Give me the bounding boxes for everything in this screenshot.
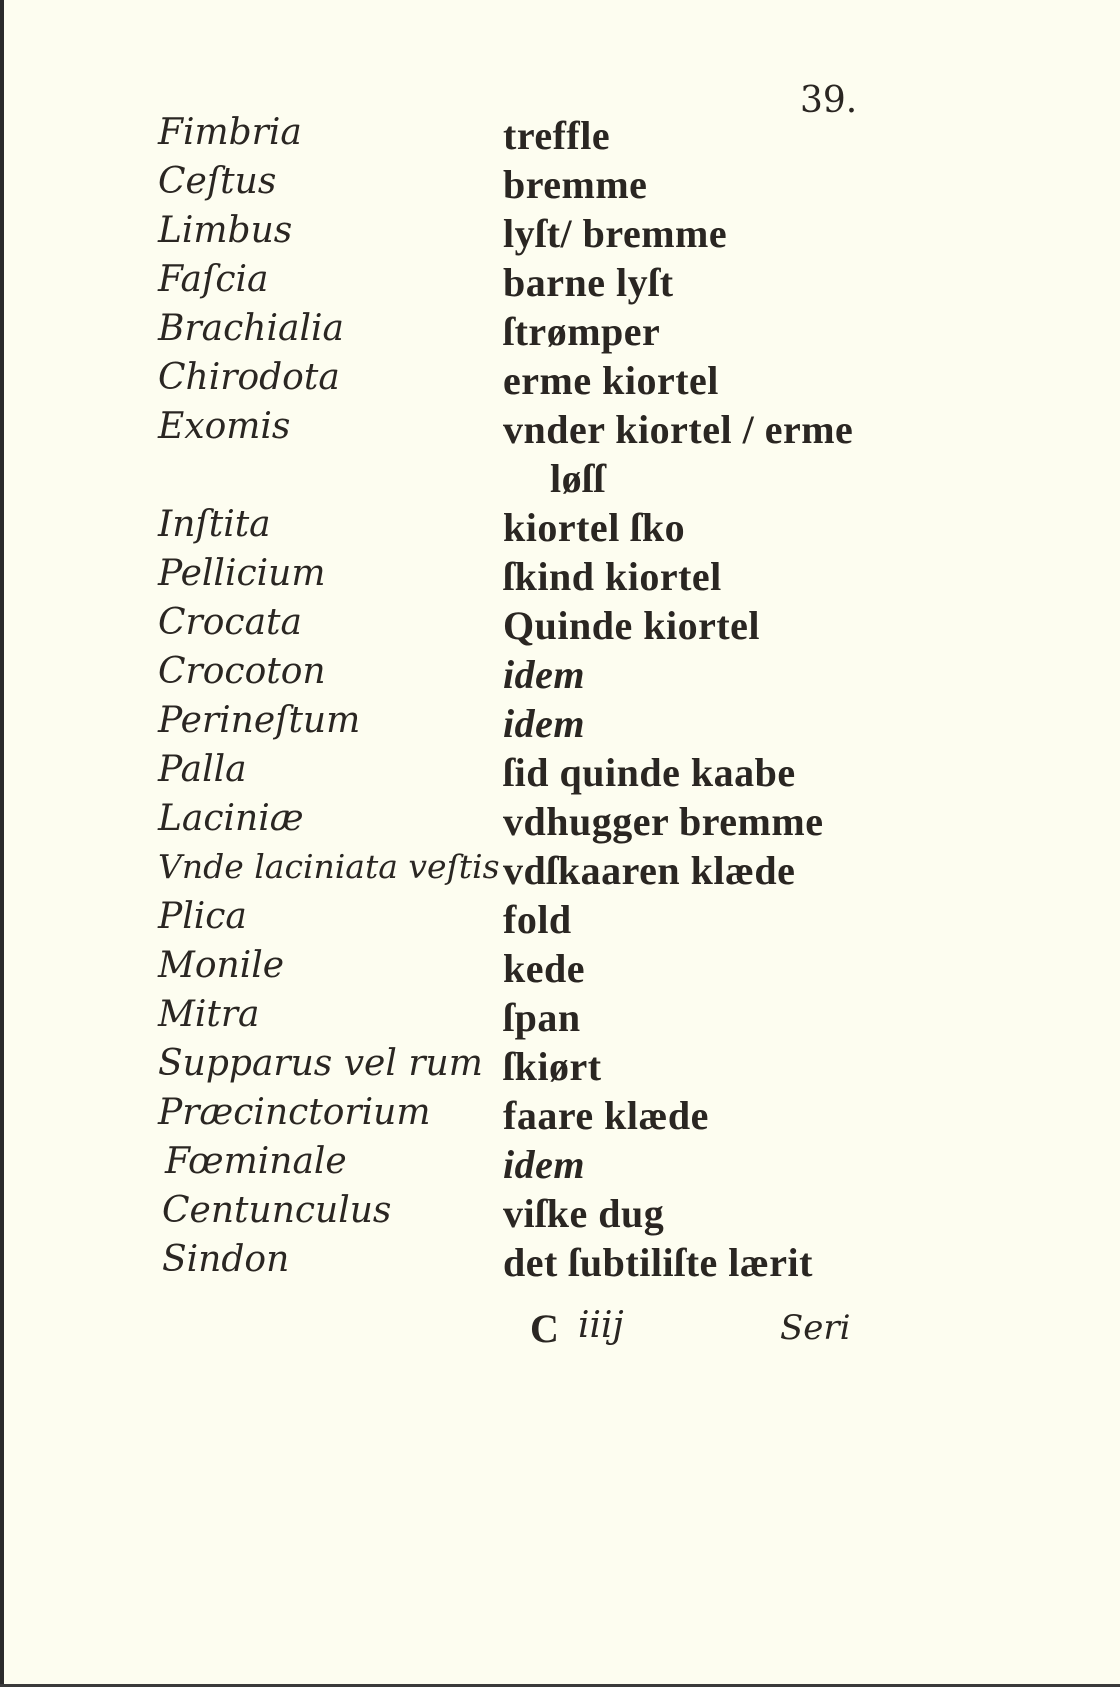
signature-numeral: iiij [578,1305,624,1346]
danish-term: Quinde kiortel [503,603,761,648]
danish-term: idem [503,1142,585,1187]
danish-term: kiortel ſko [503,505,686,550]
danish-term: ſpan [503,995,581,1040]
danish-term-continuation: løſſ [550,456,606,501]
entry-row [0,994,1000,1044]
entry-row [0,357,1000,407]
danish-term: viſke dug [503,1191,665,1236]
entry-row [0,896,1000,946]
latin-term: Præcinctorium [158,1092,431,1133]
danish-term: kede [503,946,585,991]
danish-term: lyſt/ bremme [503,211,728,256]
latin-term: Vnde laciniata veſtis [158,847,500,886]
danish-term: vdſkaaren klæde [503,848,796,893]
entry-row [0,308,1000,358]
latin-term: Fœminale [165,1141,347,1182]
entry-row [0,798,1000,848]
danish-term: vnder kiortel / erme [503,407,854,452]
entry-row [0,700,1000,750]
danish-term: barne lyſt [503,260,674,305]
latin-term: Brachialia [158,308,344,349]
latin-term: Monile [158,945,285,986]
signature-mark: C [530,1306,559,1351]
latin-term: Limbus [158,210,293,251]
entry-row [0,553,1000,603]
entry-row [0,1190,1000,1240]
latin-term: Plica [158,896,247,937]
latin-term: Ceſtus [158,161,277,202]
danish-term: idem [503,652,585,697]
latin-term: Pellicium [158,553,326,594]
latin-term: Chirodota [158,357,340,398]
latin-term: Crocoton [158,651,326,692]
danish-term: idem [503,701,585,746]
danish-term: ſtrømper [503,309,661,354]
entry-row [0,112,1000,162]
latin-term: Fimbria [158,112,302,153]
latin-term: Supparus vel rum [158,1043,483,1084]
entry-row [0,945,1000,995]
entry-row [0,210,1000,260]
latin-term: Exomis [158,406,291,447]
latin-term: Mitra [158,994,260,1035]
danish-term: faare klæde [503,1093,709,1138]
latin-term: Perineſtum [158,700,361,741]
entry-row [0,1043,1000,1093]
danish-term: ſkind kiortel [503,554,722,599]
entry-row-continuation [0,455,1000,505]
danish-term: treffle [503,113,611,158]
entry-row [0,504,1000,554]
entry-row [0,1239,1000,1289]
entry-row [0,259,1000,309]
latin-term: Sindon [162,1239,290,1280]
entry-row [0,161,1000,211]
entry-row [0,847,1000,897]
page-number: 39. [800,80,858,121]
latin-term: Crocata [158,602,302,643]
entry-row [0,749,1000,799]
danish-term: erme kiortel [503,358,719,403]
danish-term: ſkiørt [503,1044,602,1089]
danish-term: vdhugger bremme [503,799,824,844]
entry-row [0,1141,1000,1191]
latin-term: Centunculus [162,1190,392,1231]
latin-term: Inſtita [158,504,271,545]
entry-row [0,651,1000,701]
latin-term: Faſcia [158,259,269,300]
scan-bottom-edge [0,1684,1120,1701]
danish-term: det ſubtiliſte lærit [503,1240,813,1285]
danish-term: fold [503,897,572,942]
danish-term: bremme [503,162,648,207]
entry-row [0,1092,1000,1142]
entry-row [0,602,1000,652]
latin-term: Laciniæ [158,798,304,839]
latin-term: Palla [158,749,247,790]
danish-term: ſid quinde kaabe [503,750,796,795]
catchword: Seri [780,1308,851,1348]
entry-row [0,406,1000,456]
